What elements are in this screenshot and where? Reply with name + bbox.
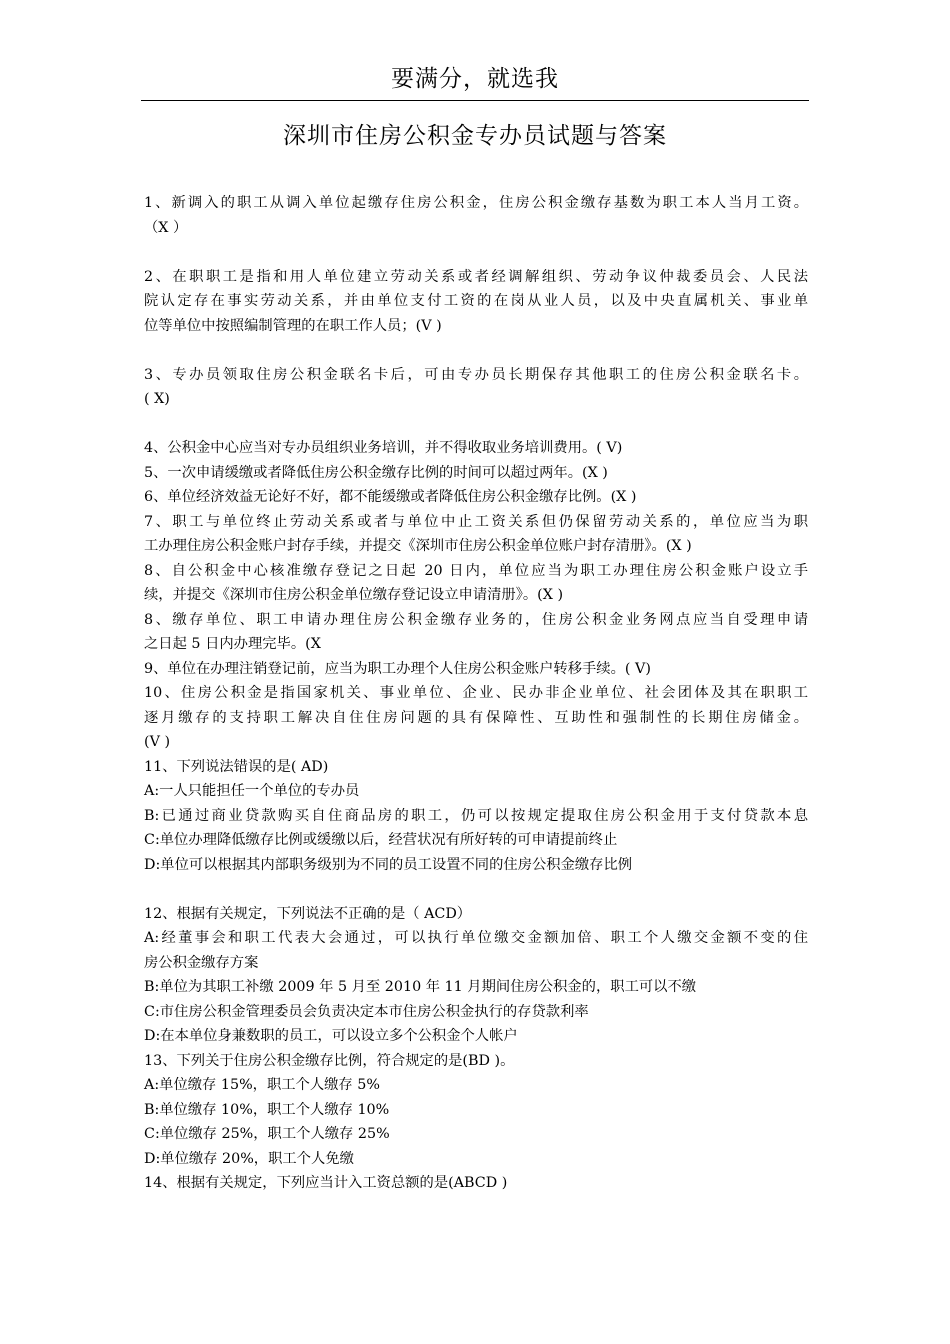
text-line: 5、一次申请缓缴或者降低住房公积金缴存比例的时间可以超过两年。(X )	[144, 464, 608, 481]
text-line: 9、单位在办理注销登记前，应当为职工办理个人住房公积金账户转移手续。( V)	[144, 660, 651, 677]
text-line: 逐月缴存的支持职工解决自住住房问题的具有保障性、互助性和强制性的长期住房储金。	[144, 709, 808, 726]
text-line: 院认定存在事实劳动关系，并由单位支付工资的在岗从业人员，以及中央直属机关、事业单	[144, 293, 808, 309]
text-line: （X ）	[144, 219, 188, 236]
header-rule	[141, 100, 809, 101]
document-title: 深圳市住房公积金专办员试题与答案	[283, 123, 667, 149]
text-line: 之日起 5 日内办理完毕。(X	[144, 636, 321, 652]
text-line: 8、缴存单位、职工申请办理住房公积金缴存业务的，住房公积金业务网点应当自受理申请	[144, 611, 808, 628]
text-line: 4、公积金中心应当对专办员组织业务培训，并不得收取业务培训费用。( V)	[144, 440, 623, 456]
text-line: A:经董事会和职工代表大会通过，可以执行单位缴交金额加倍、职工个人缴交金额不变的住	[144, 930, 808, 946]
text-line: 2、在职职工是指和用人单位建立劳动关系或者经调解组织、劳动争议仲裁委员会、人民法	[144, 268, 808, 285]
document-body	[144, 191, 808, 1196]
text-line: C:单位办理降低缴存比例或缓缴以后，经营状况有所好转的可申请提前终止	[144, 832, 618, 848]
text-line: 续，并提交《深圳市住房公积金单位缴存登记设立申请清册》。(X )	[144, 587, 564, 603]
paragraph-gap	[144, 877, 808, 902]
text-line: 8、自公积金中心核准缴存登记之日起 20 日内，单位应当为职工办理住房公积金账户设立手	[144, 562, 808, 579]
text-line: D:在本单位身兼数职的员工，可以设立多个公积金个人帐户	[144, 1028, 518, 1044]
text-line: C:市住房公积金管理委员会负责决定本市住房公积金执行的存贷款利率	[144, 1003, 589, 1020]
page-header: 要满分，就选我	[391, 66, 559, 92]
text-line: A:单位缴存 15%，职工个人缴存 5%	[144, 1077, 380, 1093]
text-line: 位等单位中按照编制管理的在职工作人员；(V )	[144, 317, 442, 334]
text-line: ( X)	[144, 391, 170, 407]
text-line: A:一人只能担任一个单位的专办员	[144, 783, 360, 799]
text-line: B:已通过商业贷款购买自住商品房的职工，仍可以按规定提取住房公积金用于支付贷款本息	[144, 807, 808, 824]
text-line: 3、专办员领取住房公积金联名卡后，可由专办员长期保存其他职工的住房公积金联名卡。	[144, 366, 808, 383]
text-line: 13、下列关于住房公积金缴存比例，符合规定的是(BD )。	[144, 1052, 515, 1069]
text-line: 12、根据有关规定，下列说法不正确的是（ ACD）	[144, 905, 472, 922]
paragraph-gap	[144, 240, 808, 265]
text-line: B:单位缴存 10%，职工个人缴存 10%	[144, 1101, 390, 1118]
text-line: 1、新调入的职工从调入单位起缴存住房公积金，住房公积金缴存基数为职工本人当月工资。	[144, 195, 808, 211]
text-line: 7、职工与单位终止劳动关系或者与单位中止工资关系但仍保留劳动关系的，单位应当为职	[144, 513, 808, 530]
text-line: (V )	[144, 734, 171, 750]
text-line: 工办理住房公积金账户封存手续，并提交《深圳市住房公积金单位账户封存清册》。(X )	[144, 538, 692, 554]
text-line: D:单位可以根据其内部职务级别为不同的员工设置不同的住房公积金缴存比例	[144, 856, 633, 873]
paragraph-gap	[144, 412, 808, 437]
paragraph-gap	[144, 338, 808, 363]
text-line: 11、下列说法错误的是( AD)	[144, 758, 329, 775]
text-line: C:单位缴存 25%，职工个人缴存 25%	[144, 1126, 390, 1142]
text-line: 6、单位经济效益无论好不好，都不能缓缴或者降低住房公积金缴存比例。(X )	[144, 489, 637, 505]
text-line: D:单位缴存 20%，职工个人免缴	[144, 1150, 354, 1167]
text-line: 10、住房公积金是指国家机关、事业单位、企业、民办非企业单位、社会团体及其在职职工	[144, 685, 808, 701]
text-line: 房公积金缴存方案	[144, 954, 259, 971]
text-line: B:单位为其职工补缴 2009 年 5 月至 2010 年 11 月期间住房公积金的，职工可以不缴	[144, 979, 697, 995]
text-line: 14、根据有关规定，下列应当计入工资总额的是(ABCD )	[144, 1175, 508, 1191]
